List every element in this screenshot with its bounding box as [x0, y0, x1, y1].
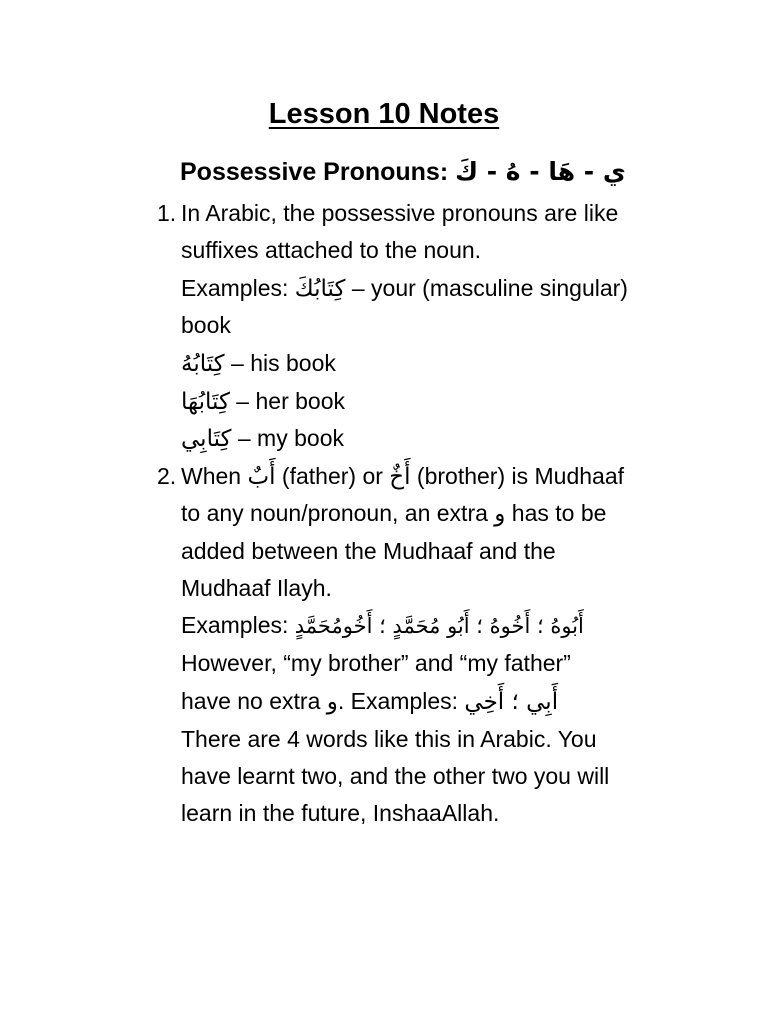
item1-line2: suffixes attached to the noun. [181, 237, 482, 263]
examples-label-2: Examples: [181, 612, 295, 638]
example3-arabic: كِتَابُهَا [181, 389, 230, 415]
item1-example1-cont: book [181, 312, 231, 338]
item2-line7-a: have no extra [181, 688, 327, 714]
father-arabic: أَبٌ [247, 464, 276, 490]
list-number-2: 2. [157, 463, 177, 489]
item1-example4 [181, 425, 344, 452]
example4-arabic: كِتَابِي [181, 426, 232, 452]
list-number-1: 1. [157, 200, 177, 226]
item2-line7-b: . Examples: [337, 688, 465, 714]
item2-line2-b: has to be [505, 500, 607, 526]
example4-meaning: – my book [231, 425, 344, 451]
my-father-brother-arabic: أَبِي ؛ أَخِي [464, 689, 559, 715]
item1-example1 [181, 275, 628, 302]
item2-line2 [181, 500, 606, 527]
example1-meaning: – your (masculine singular) [345, 275, 628, 301]
example2-arabic: كِتَابُهُ [181, 351, 225, 377]
item2-line10: learn in the future, InshaaAllah. [181, 800, 500, 826]
item1-example2 [181, 350, 336, 377]
item2-line1 [181, 463, 624, 490]
title-text: Lesson 10 Notes [268, 98, 500, 130]
example3-meaning: – her book [229, 388, 346, 414]
example1-arabic: كِتَابُكَ [294, 276, 346, 302]
item2-line9: have learnt two, and the other two you will [181, 763, 610, 789]
heading-arabic-suffixes: ي - هَا - هُ - كَ [455, 157, 626, 186]
item2-line2-a: to any noun/pronoun, an extra [181, 500, 495, 526]
heading-label: Possessive Pronouns: [180, 158, 449, 186]
example2-meaning: – his book [224, 350, 336, 376]
waw-arabic: و [494, 501, 506, 527]
item2-line5 [181, 612, 584, 639]
brother-arabic: أَخٌ [389, 464, 411, 490]
item2-line1-b: (father) or [275, 463, 390, 489]
item2-line6: However, “my brother” and “my father” [181, 650, 571, 676]
item2-line7 [181, 688, 558, 715]
item1-example3 [181, 388, 345, 415]
item2-line8: There are 4 words like this in Arabic. You [181, 726, 597, 752]
examples-label: Examples: [181, 275, 295, 301]
item2-line4: Mudhaaf Ilayh. [181, 575, 332, 601]
section-heading [180, 157, 626, 187]
waw-arabic-2: و [326, 689, 338, 715]
item2-line3: added between the Mudhaaf and the [181, 538, 556, 564]
page-title [0, 98, 768, 131]
examples-arabic-list: أَبُوهُ ؛ أَخُوهُ ؛ أَبُو مُحَمَّدٍ ؛ أَخُومُحَمَّدٍ [294, 614, 584, 638]
item2-line1-a: When [181, 463, 248, 489]
item2-line1-c: (brother) is Mudhaaf [410, 463, 625, 489]
item1-line1: In Arabic, the possessive pronouns are like [181, 200, 619, 226]
